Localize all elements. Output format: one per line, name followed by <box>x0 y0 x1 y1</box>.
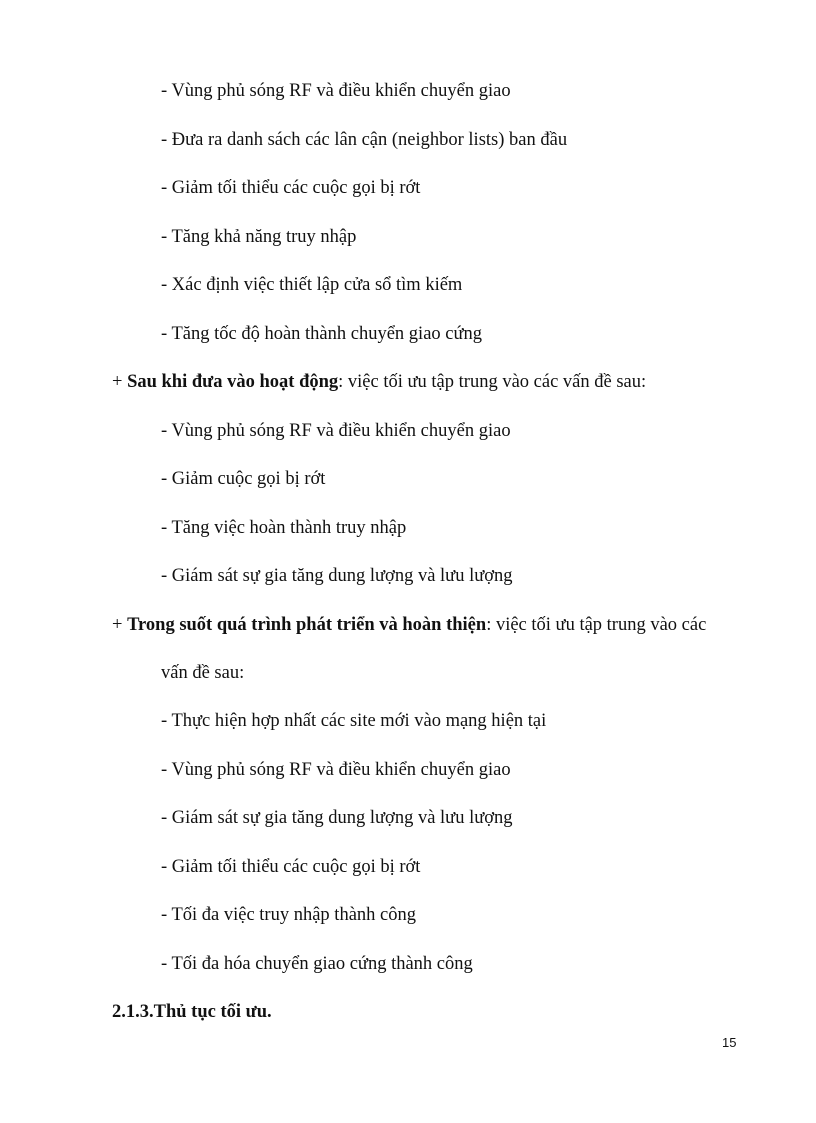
list-item: - Đưa ra danh sách các lân cận (neighbor lists) ban đầu <box>161 130 568 150</box>
list-item: - Vùng phủ sóng RF và điều khiển chuyển giao <box>161 81 511 101</box>
section-lead-development <box>112 614 706 636</box>
list-item: - Xác định việc thiết lập cửa sổ tìm kiếm <box>161 275 463 295</box>
list-item: - Tối đa việc truy nhập thành công <box>161 905 416 925</box>
section-lead-after-deployment <box>112 371 646 393</box>
list-item: - Thực hiện hợp nhất các site mới vào mạng hiện tại <box>161 711 547 731</box>
section-heading: 2.1.3.Thủ tục tối ưu. <box>112 1002 272 1022</box>
list-item: - Tăng tốc độ hoàn thành chuyển giao cứng <box>161 324 483 344</box>
list-item: - Giám sát sự gia tăng dung lượng và lưu lượng <box>161 808 513 828</box>
list-item: - Tăng khả năng truy nhập <box>161 227 357 247</box>
list-item: - Vùng phủ sóng RF và điều khiển chuyển giao <box>161 760 511 780</box>
section-lead-bold: Trong suốt quá trình phát triển và hoàn thiện <box>127 615 487 635</box>
list-item: - Giảm cuộc gọi bị rớt <box>161 469 326 489</box>
list-item: - Giảm tối thiểu các cuộc gọi bị rớt <box>161 178 421 198</box>
section-lead-bold: Sau khi đưa vào hoạt động <box>127 372 339 392</box>
list-item: - Tăng việc hoàn thành truy nhập <box>161 518 407 538</box>
list-item: - Tối đa hóa chuyển giao cứng thành công <box>161 954 473 974</box>
list-item: - Giám sát sự gia tăng dung lượng và lưu lượng <box>161 566 513 586</box>
section-lead-rest: : việc tối ưu tập trung vào các <box>486 615 707 635</box>
bullet-prefix: + <box>112 615 128 635</box>
section-lead-continuation: vấn đề sau: <box>161 663 245 683</box>
list-item: - Vùng phủ sóng RF và điều khiển chuyển giao <box>161 421 511 441</box>
list-item: - Giảm tối thiểu các cuộc gọi bị rớt <box>161 857 421 877</box>
page-number: 15 <box>722 1035 737 1050</box>
bullet-prefix: + <box>112 372 128 392</box>
section-lead-rest: : việc tối ưu tập trung vào các vấn đề sau: <box>338 372 647 392</box>
